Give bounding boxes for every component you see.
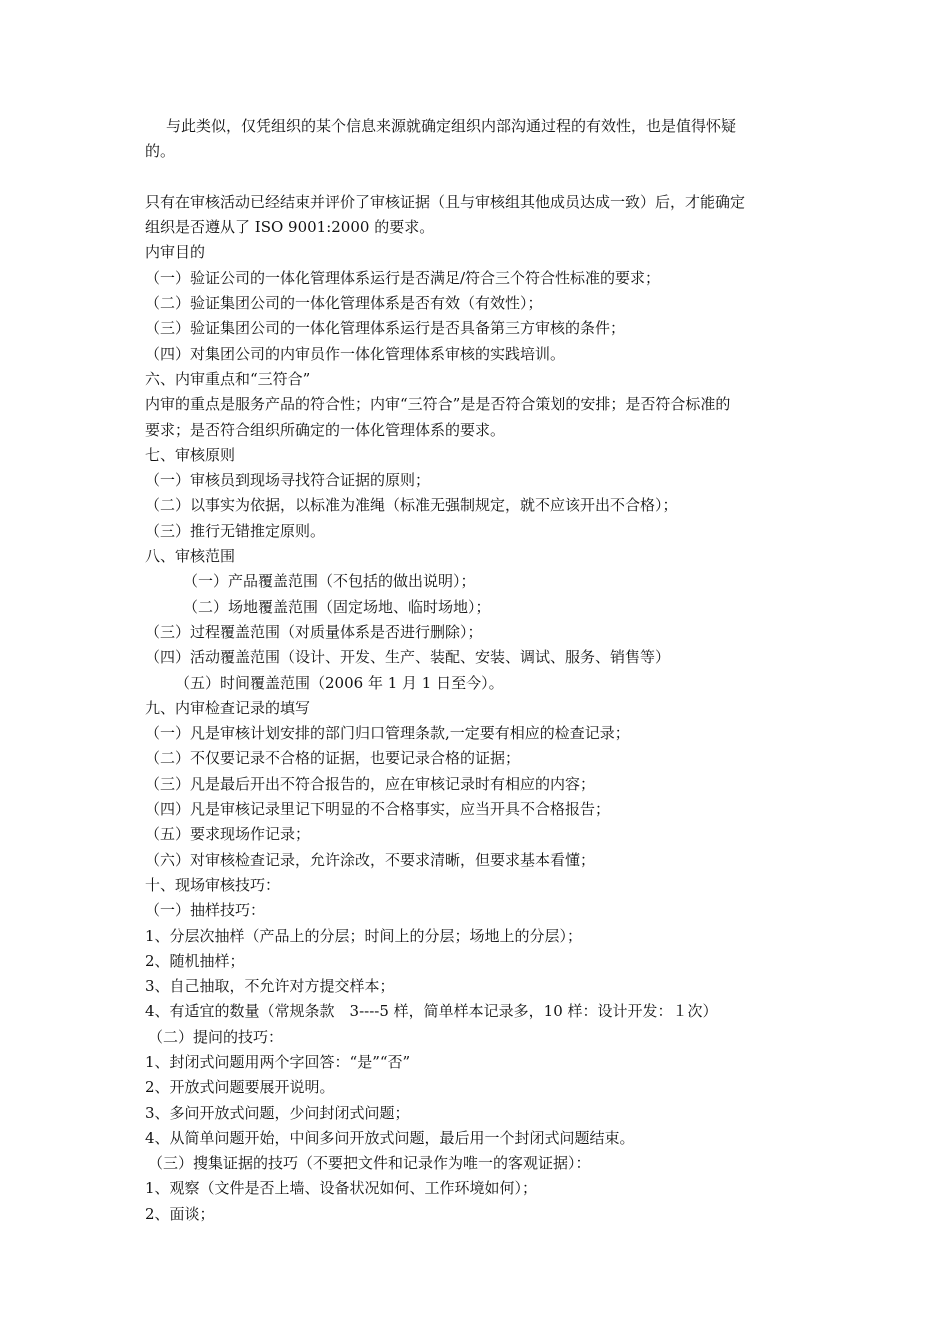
list-item: （一）凡是审核计划安排的部门归口管理条款,一定要有相应的检查记录； (145, 724, 630, 743)
list-item: 2、随机抽样； (145, 951, 245, 970)
blank-line (145, 165, 810, 190)
list-item: （五）要求现场作记录； (145, 825, 311, 844)
section-heading: 内审目的 (145, 243, 206, 262)
list-item: （三）推行无错推定原则。 (145, 521, 326, 540)
subsection-heading: （一）抽样技巧： (145, 901, 266, 920)
paragraph-line: 内审的重点是服务产品的符合性；内审“三符合”是是否符合策划的安排；是否符合标准的 (145, 395, 731, 414)
paragraph-line: 的。 (145, 142, 176, 161)
list-item: 4、有适宜的数量（常规条款 3----5 样，简单样本记录多，10 样：设计开发：１次） (145, 1002, 718, 1021)
list-item: （二）场地覆盖范围（固定场地、临时场地）； (183, 597, 491, 616)
paragraph-line: 组织是否遵从了 ISO 9001:2000 的要求。 (145, 218, 435, 237)
list-item: （三）过程覆盖范围（对质量体系是否进行删除）； (145, 622, 483, 641)
list-item: 3、多问开放式问题，少问封闭式问题； (145, 1103, 410, 1122)
list-item: 1、封闭式问题用两个字回答：“是”“否” (145, 1052, 411, 1071)
list-item: 2、面谈； (145, 1204, 215, 1223)
list-item: （一）审核员到现场寻找符合证据的原则； (145, 471, 431, 490)
list-item: 3、自己抽取，不允许对方提交样本； (145, 977, 395, 996)
section-heading: 八、审核范围 (145, 547, 236, 566)
subsection-heading: （二）提问的技巧： (148, 1027, 284, 1046)
paragraph-line: 要求；是否符合组织所确定的一体化管理体系的要求。 (145, 420, 506, 439)
list-item: （四）活动覆盖范围（设计、开发、生产、装配、安装、调试、服务、销售等） (145, 648, 671, 667)
list-item: 1、观察（文件是否上墙、设备状况如何、工作环境如何）； (145, 1179, 538, 1198)
paragraph-line: 只有在审核活动已经结束并评价了审核证据（且与审核组其他成员达成一致）后，才能确定 (145, 192, 746, 211)
list-item: 1、分层次抽样（产品上的分层；时间上的分层；场地上的分层）； (145, 926, 583, 945)
list-item: （六）对审核检查记录，允许涂改，不要求清晰，但要求基本看懂； (145, 850, 596, 869)
paragraph-line: 与此类似，仅凭组织的某个信息来源就确定组织内部沟通过程的有效性，也是值得怀疑 (166, 117, 737, 135)
list-item: （二）验证集团公司的一体化管理体系是否有效（有效性）； (145, 294, 543, 313)
list-item: （四）凡是审核记录里记下明显的不合格事实，应当开具不合格报告； (145, 800, 611, 819)
section-heading: 九、内审检查记录的填写 (145, 698, 311, 717)
list-item: （三）凡是最后开出不符合报告的，应在审核记录时有相应的内容； (145, 774, 596, 793)
list-item: （一）产品覆盖范围（不包括的做出说明）； (183, 572, 476, 591)
list-item: （三）验证集团公司的一体化管理体系运行是否具备第三方审核的条件； (145, 319, 626, 338)
list-item: 2、开放式问题要展开说明。 (145, 1078, 335, 1097)
list-item: （二）不仅要记录不合格的证据，也要记录合格的证据； (145, 749, 521, 768)
section-heading: 十、现场审核技巧： (145, 875, 281, 894)
list-item: （一）验证公司的一体化管理体系运行是否满足/符合三个符合性标准的要求； (145, 268, 661, 287)
list-item: （二）以事实为依据，以标准为准绳（标准无强制规定，就不应该开出不合格）； (145, 496, 678, 515)
list-item: （四）对集团公司的内审员作一体化管理体系审核的实践培训。 (145, 344, 566, 363)
list-item: （五）时间覆盖范围（2006 年 1 月 1 日至今）。 (175, 673, 504, 692)
section-heading: 六、内审重点和“三符合” (145, 369, 311, 388)
subsection-heading: （三）搜集证据的技巧（不要把文件和记录作为唯一的客观证据）： (148, 1154, 591, 1173)
section-heading: 七、审核原则 (145, 445, 236, 464)
list-item: 4、从简单问题开始，中间多问开放式问题，最后用一个封闭式问题结束。 (145, 1128, 635, 1147)
